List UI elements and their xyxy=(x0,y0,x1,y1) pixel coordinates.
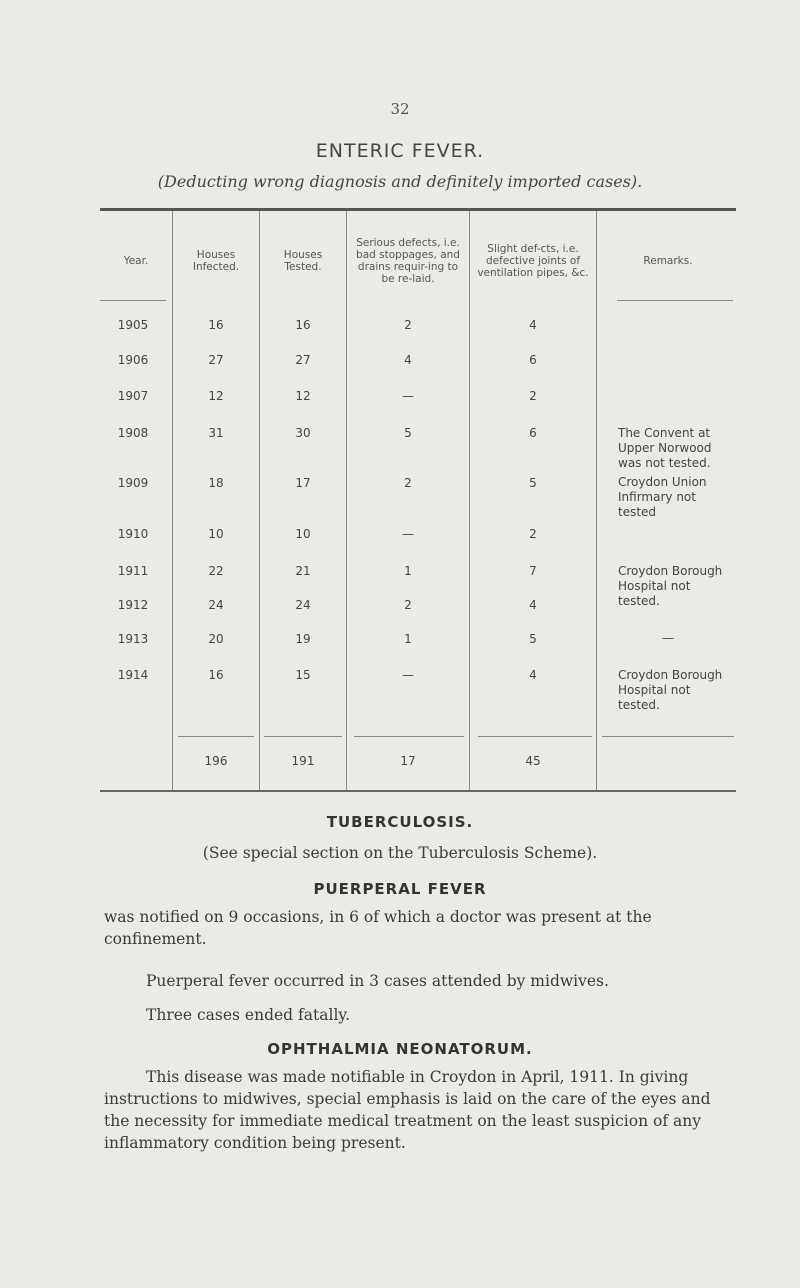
total-infected: 196 xyxy=(204,754,228,768)
header-remarks: Remarks. xyxy=(643,255,693,267)
cell-slight: 6 xyxy=(529,426,537,440)
cell-year: 1913 xyxy=(117,632,149,646)
cell-infected: 24 xyxy=(208,598,224,612)
total-slight: 45 xyxy=(525,754,541,768)
column-divider xyxy=(172,211,173,790)
cell-tested: 27 xyxy=(295,353,311,367)
remark-1908: The Convent at Upper Norwood was not tested. xyxy=(618,426,712,470)
page-number: 32 xyxy=(390,100,410,118)
cell-serious: 5 xyxy=(404,426,412,440)
cell-serious: — xyxy=(402,668,414,682)
remark-1909: Croydon Union Infirmary not tested xyxy=(618,475,707,519)
cell-tested: 21 xyxy=(295,564,311,578)
cell-infected: 16 xyxy=(208,318,224,332)
cell-serious: 2 xyxy=(404,318,412,332)
cell-infected: 31 xyxy=(208,426,224,440)
total-tested: 191 xyxy=(291,754,315,768)
column-divider xyxy=(596,211,597,790)
cell-year: 1914 xyxy=(117,668,149,682)
cell-year: 1910 xyxy=(117,527,149,541)
enteric-fever-subtitle: (Deducting wrong diagnosis and definitely imported cases). xyxy=(157,172,643,191)
cell-year: 1909 xyxy=(117,476,149,490)
cell-infected: 18 xyxy=(208,476,224,490)
cell-infected: 27 xyxy=(208,353,224,367)
cell-tested: 19 xyxy=(295,632,311,646)
cell-serious: — xyxy=(402,527,414,541)
cell-infected: 16 xyxy=(208,668,224,682)
cell-infected: 10 xyxy=(208,527,224,541)
totals-rule xyxy=(264,736,342,737)
header-houses-tested: Houses Tested. xyxy=(283,249,323,273)
ophthalmia-heading: OPHTHALMIA NEONATORUM. xyxy=(267,1040,533,1058)
puerperal-paragraph-3: Three cases ended fatally. xyxy=(146,1006,351,1024)
enteric-fever-table xyxy=(100,208,736,793)
totals-rule xyxy=(178,736,254,737)
cell-year: 1906 xyxy=(117,353,149,367)
cell-year: 1905 xyxy=(117,318,149,332)
cell-slight: 5 xyxy=(529,476,537,490)
remark-1914: Croydon Borough Hospital not tested. xyxy=(618,668,723,712)
cell-slight: 7 xyxy=(529,564,537,578)
totals-rule xyxy=(602,736,734,737)
table-top-rule xyxy=(100,208,736,211)
cell-tested: 15 xyxy=(295,668,311,682)
cell-serious: — xyxy=(402,389,414,403)
ophthalmia-paragraph: This disease was made notifiable in Croydon in April, 1911. In giving instructions to midwives, special emphasis is laid on the care of the eyes and the necessity for immediate medical treatment on the least suspicion of any inflammatory condition being present. xyxy=(104,1068,711,1152)
cell-slight: 5 xyxy=(529,632,537,646)
cell-slight: 2 xyxy=(529,527,537,541)
totals-rule xyxy=(478,736,592,737)
cell-slight: 4 xyxy=(529,598,537,612)
cell-slight: 4 xyxy=(529,318,537,332)
cell-tested: 12 xyxy=(295,389,311,403)
cell-tested: 16 xyxy=(295,318,311,332)
puerperal-paragraph-2: Puerperal fever occurred in 3 cases attended by midwives. xyxy=(146,972,609,990)
column-divider xyxy=(469,211,470,790)
puerperal-heading: PUERPERAL FEVER xyxy=(313,880,487,898)
cell-tested: 30 xyxy=(295,426,311,440)
cell-tested: 17 xyxy=(295,476,311,490)
cell-year: 1912 xyxy=(117,598,149,612)
cell-serious: 1 xyxy=(404,632,412,646)
cell-serious: 1 xyxy=(404,564,412,578)
column-divider xyxy=(346,211,347,790)
header-year: Year. xyxy=(123,255,149,267)
tuberculosis-text: (See special section on the Tuberculosis Scheme). xyxy=(202,844,598,862)
header-slight-defects: Slight def-cts, i.e. defective joints of ventilation pipes, &c. xyxy=(477,243,589,279)
totals-rule xyxy=(354,736,464,737)
remark-1913: — xyxy=(662,631,674,645)
remark-1911: Croydon Borough Hospital not tested. xyxy=(618,564,723,608)
enteric-fever-title: ENTERIC FEVER. xyxy=(315,140,485,162)
header-houses-infected: Houses Infected. xyxy=(192,249,240,273)
cell-serious: 2 xyxy=(404,598,412,612)
cell-year: 1911 xyxy=(117,564,149,578)
cell-infected: 20 xyxy=(208,632,224,646)
header-serious-defects: Serious defects, i.e. bad stoppages, and drains requir-ing to be re-laid. xyxy=(356,237,460,285)
cell-slight: 6 xyxy=(529,353,537,367)
table-bottom-rule xyxy=(100,790,736,792)
tuberculosis-heading: TUBERCULOSIS. xyxy=(326,813,474,831)
cell-serious: 2 xyxy=(404,476,412,490)
puerperal-paragraph-1: was notified on 9 occasions, in 6 of which a doctor was present at the confinement. xyxy=(104,908,652,948)
cell-tested: 10 xyxy=(295,527,311,541)
cell-slight: 2 xyxy=(529,389,537,403)
cell-serious: 4 xyxy=(404,353,412,367)
cell-infected: 22 xyxy=(208,564,224,578)
cell-year: 1907 xyxy=(117,389,149,403)
cell-infected: 12 xyxy=(208,389,224,403)
column-divider xyxy=(259,211,260,790)
cell-slight: 4 xyxy=(529,668,537,682)
total-serious: 17 xyxy=(400,754,416,768)
cell-year: 1908 xyxy=(117,426,149,440)
cell-tested: 24 xyxy=(295,598,311,612)
